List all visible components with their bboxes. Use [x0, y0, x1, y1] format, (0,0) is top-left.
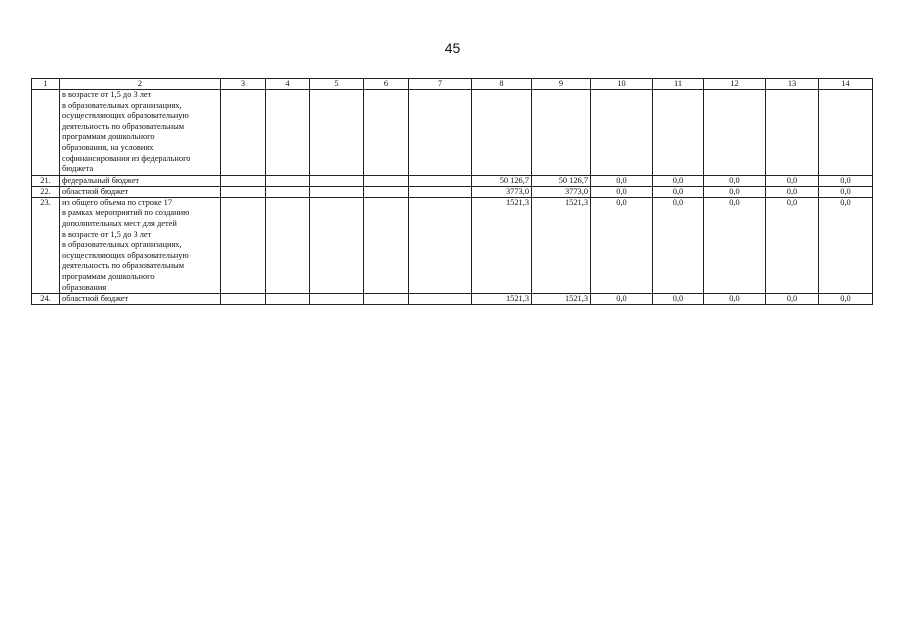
value-cell-12: 0,0 — [704, 175, 766, 186]
empty-cell — [310, 90, 364, 176]
value-cell-8: 3773,0 — [472, 186, 532, 197]
value-cell-11: 0,0 — [653, 294, 704, 305]
table-row — [32, 186, 873, 197]
empty-cell — [364, 197, 409, 293]
empty-cell — [221, 294, 266, 305]
empty-cell — [266, 175, 310, 186]
value-cell-12: 0,0 — [704, 197, 766, 293]
empty-cell — [409, 186, 472, 197]
empty-cell — [310, 294, 364, 305]
value-cell-9 — [532, 90, 591, 176]
value-cell-12: 0,0 — [704, 186, 766, 197]
table-row — [32, 197, 873, 293]
description-line: в образовательных организациях, — [62, 100, 182, 110]
value-cell-10: 0,0 — [591, 175, 653, 186]
header-cell: 10 — [591, 79, 653, 90]
empty-cell — [409, 294, 472, 305]
empty-cell — [409, 90, 472, 176]
value-cell-10: 0,0 — [591, 186, 653, 197]
description-line: деятельность по образовательным — [62, 121, 185, 131]
value-cell-8: 1521,3 — [472, 294, 532, 305]
value-cell-11: 0,0 — [653, 186, 704, 197]
header-cell: 14 — [819, 79, 873, 90]
empty-cell — [364, 175, 409, 186]
description-line: в возрасте от 1,5 до 3 лет — [62, 229, 152, 239]
row-number-cell — [32, 90, 60, 176]
value-cell-11: 0,0 — [653, 197, 704, 293]
description-line: в возрасте от 1,5 до 3 лет — [62, 90, 152, 99]
row-number-cell: 23. — [32, 197, 60, 293]
value-cell-11 — [653, 90, 704, 176]
budget-table — [31, 78, 873, 305]
value-cell-13: 0,0 — [766, 294, 819, 305]
description-line: федеральный бюджет — [62, 175, 140, 185]
description-cell — [60, 294, 221, 305]
empty-cell — [364, 90, 409, 176]
description-line: областной бюджет — [62, 186, 129, 196]
value-cell-13 — [766, 90, 819, 176]
value-cell-10 — [591, 90, 653, 176]
empty-cell — [310, 197, 364, 293]
value-cell-10: 0,0 — [591, 197, 653, 293]
header-cell: 5 — [310, 79, 364, 90]
empty-cell — [409, 197, 472, 293]
value-cell-9: 3773,0 — [532, 186, 591, 197]
empty-cell — [266, 294, 310, 305]
value-cell-14: 0,0 — [819, 175, 873, 186]
empty-cell — [266, 90, 310, 176]
value-cell-14 — [819, 90, 873, 176]
description-line: в образовательных организациях, — [62, 240, 182, 250]
row-number-cell: 22. — [32, 186, 60, 197]
description-cell — [60, 90, 221, 176]
description-line: в рамках мероприятий по созданию — [62, 208, 190, 218]
page-number: 45 — [444, 40, 461, 56]
description-line: областной бюджет — [62, 294, 129, 304]
empty-cell — [221, 197, 266, 293]
description-line: дополнительных мест для детей — [62, 218, 177, 228]
description-cell — [60, 186, 221, 197]
description-line: образования — [62, 282, 107, 292]
table-row — [32, 175, 873, 186]
header-cell: 8 — [472, 79, 532, 90]
description-line: программам дошкольного — [62, 271, 155, 281]
header-cell: 3 — [221, 79, 266, 90]
header-cell: 11 — [653, 79, 704, 90]
value-cell-14: 0,0 — [819, 294, 873, 305]
description-cell — [60, 197, 221, 293]
description-line: осуществляющих образовательную — [62, 111, 189, 121]
value-cell-12 — [704, 90, 766, 176]
value-cell-10: 0,0 — [591, 294, 653, 305]
value-cell-14: 0,0 — [819, 186, 873, 197]
value-cell-12: 0,0 — [704, 294, 766, 305]
row-number-cell: 24. — [32, 294, 60, 305]
value-cell-8: 50 126,7 — [472, 175, 532, 186]
description-line: деятельность по образовательным — [62, 261, 185, 271]
header-cell: 6 — [364, 79, 409, 90]
description-line: софинансирования из федерального — [62, 153, 191, 163]
description-line: программам дошкольного — [62, 132, 155, 142]
value-cell-8 — [472, 90, 532, 176]
value-cell-9: 1521,3 — [532, 197, 591, 293]
table-row — [32, 294, 873, 305]
empty-cell — [409, 175, 472, 186]
header-cell: 4 — [266, 79, 310, 90]
value-cell-13: 0,0 — [766, 175, 819, 186]
value-cell-13: 0,0 — [766, 197, 819, 293]
description-line: из общего объема по строке 17 — [62, 197, 173, 207]
empty-cell — [221, 90, 266, 176]
empty-cell — [310, 175, 364, 186]
empty-cell — [310, 186, 364, 197]
empty-cell — [266, 197, 310, 293]
value-cell-9: 50 126,7 — [532, 175, 591, 186]
description-cell — [60, 175, 221, 186]
value-cell-13: 0,0 — [766, 186, 819, 197]
description-line: образования, на условиях — [62, 142, 154, 152]
description-line: бюджета — [62, 164, 94, 174]
empty-cell — [364, 186, 409, 197]
table-row — [32, 90, 873, 176]
table-header-row — [32, 79, 873, 90]
header-cell: 7 — [409, 79, 472, 90]
row-number-cell: 21. — [32, 175, 60, 186]
value-cell-9: 1521,3 — [532, 294, 591, 305]
empty-cell — [266, 186, 310, 197]
header-cell: 9 — [532, 79, 591, 90]
header-cell: 2 — [60, 79, 221, 90]
value-cell-8: 1521,3 — [472, 197, 532, 293]
empty-cell — [221, 186, 266, 197]
header-cell: 1 — [32, 79, 60, 90]
header-cell: 13 — [766, 79, 819, 90]
description-line: осуществляющих образовательную — [62, 250, 189, 260]
value-cell-11: 0,0 — [653, 175, 704, 186]
header-cell: 12 — [704, 79, 766, 90]
value-cell-14: 0,0 — [819, 197, 873, 293]
empty-cell — [221, 175, 266, 186]
empty-cell — [364, 294, 409, 305]
